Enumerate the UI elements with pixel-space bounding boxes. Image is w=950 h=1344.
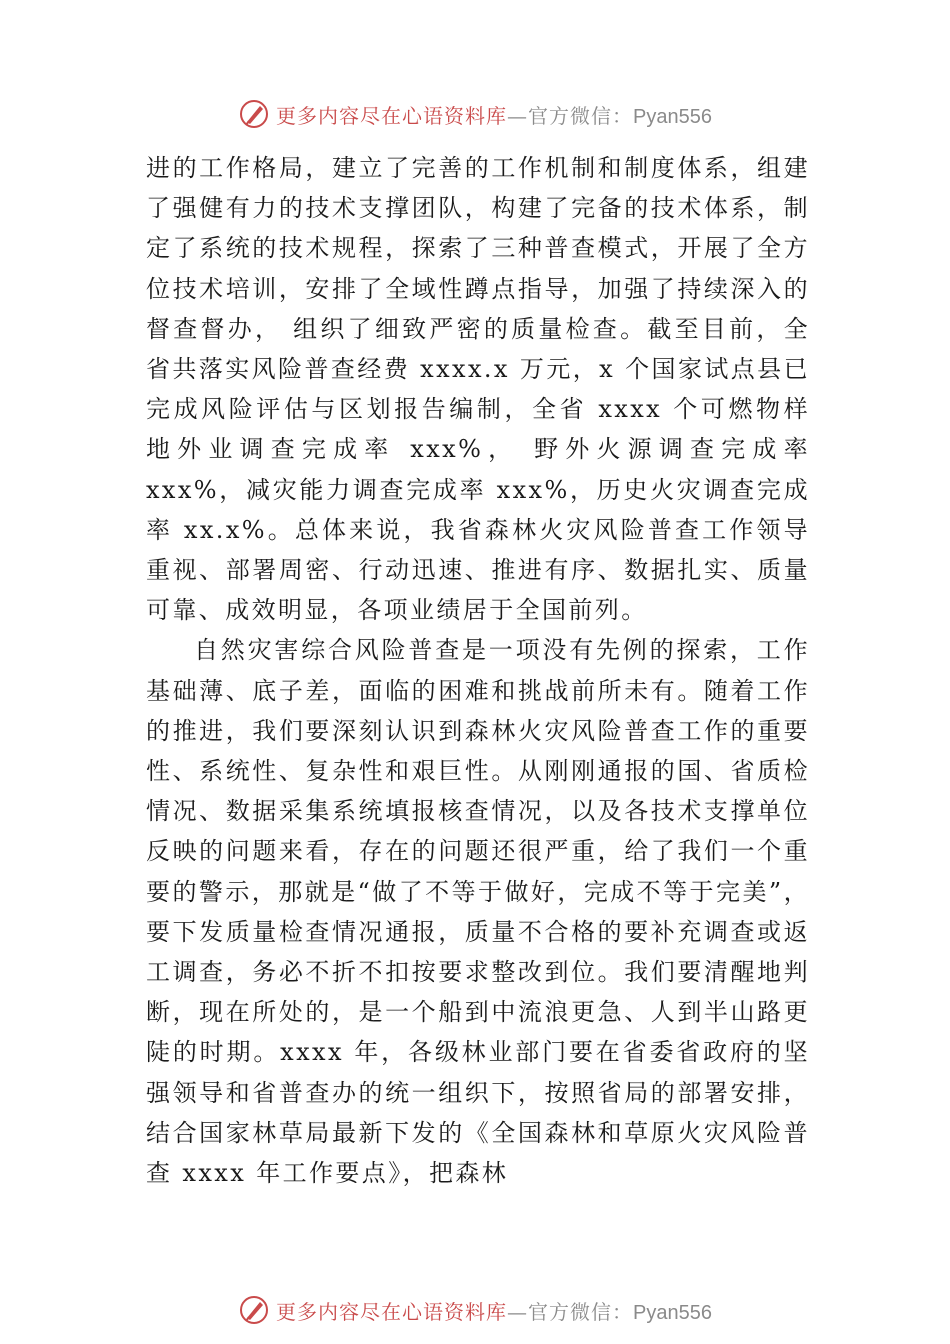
header-watermark [0, 94, 950, 134]
paragraph-2: 自然灾害综合风险普查是一项没有先例的探索，工作基础薄、底子差，面临的困难和挑战前所未有。随着工作的推进，我们要深刻认识到森林火灾风险普查工作的重要性、系统性、复杂性和艰巨性。从刚刚通报的国、省质检情况、数据采集系统填报核查情况，以及各技术支撑单位反映的问题来看，存在的问题还很严重，给了我们一个重要的警示，那就是“做了不等于做好，完成不等于完美”，要下发质量检查情况通报，质量不合格的要补充调查或返工调查，务必不折不扣按要求整改到位。我们要清醒地判断，现在所处的，是一个船到中流浪更急、人到半山路更陡的时期。xxxx 年，各级林业部门要在省委省政府的坚强领导和省普查办的统一组织下，按照省局的部署安排，结合国家林草局最新下发的《全国森林和草原火灾风险普查 xxxx 年工作要点》，把森林 [146, 636, 810, 1188]
watermark-text [276, 1296, 712, 1325]
watermark-text [276, 100, 712, 129]
quill-pen-icon [238, 98, 270, 130]
watermark-label: 官方微信： [528, 103, 634, 128]
document-body [146, 148, 810, 1193]
watermark-brand: 更多内容尽在心语资料库 [276, 103, 508, 128]
footer-watermark [0, 1290, 950, 1330]
watermark-dash: — [507, 1299, 529, 1324]
watermark-dash: — [507, 103, 529, 128]
watermark-label: 官方微信： [528, 1299, 634, 1324]
watermark-id: Pyan556 [633, 1301, 712, 1324]
paragraph-1: 进的工作格局，建立了完善的工作机制和制度体系，组建了强健有力的技术支撑团队，构建了完备的技术体系，制定了系统的技术规程，探索了三种普查模式，开展了全方位技术培训，安排了全域性蹲点指导，加强了持续深入的督查督办， 组织了细致严密的质量检查。截至目前，全省共落实风险普查经费 xxxx.x 万元，x 个国家试点县已完成风险评估与区划报告编制，全省 xxxx 个可燃物样地外业调查完成率 xxx%， 野外火源调查完成率 xxx%，减灾能力调查完成率 xxx%，历史火灾调查完成率 xx.x%。总体来说，我省森林火灾风险普查工作领导重视、部署周密、行动迅速、推进有序、数据扎实、质量可靠、成效明显，各项业绩居于全国前列。 [146, 154, 810, 625]
quill-pen-icon [238, 1294, 270, 1326]
watermark-id: Pyan556 [633, 105, 712, 128]
watermark-brand: 更多内容尽在心语资料库 [276, 1299, 508, 1324]
